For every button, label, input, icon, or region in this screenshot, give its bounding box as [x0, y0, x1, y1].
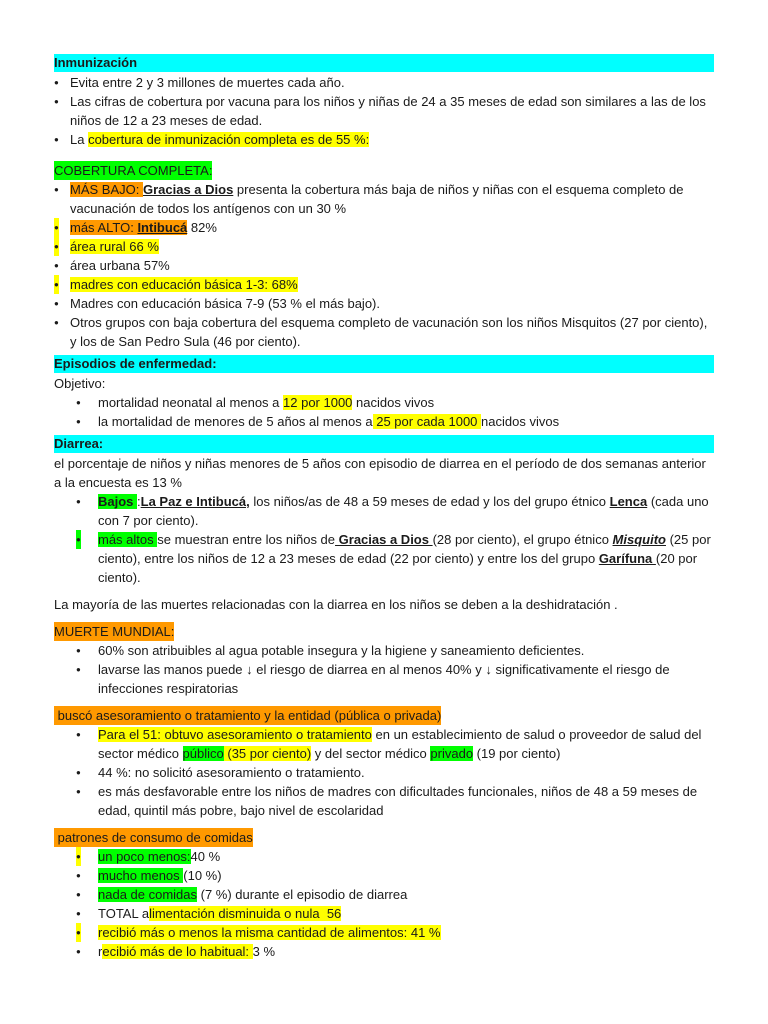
cobertura-list [54, 180, 714, 351]
list-item [54, 412, 714, 431]
text: (7 %) durante el episodio de diarrea [197, 887, 408, 902]
ethnic-group: Garífuna [598, 551, 656, 566]
text: r [98, 944, 103, 959]
list-item: ● Madres con educación básica 7-9 (53 % el más bajo). [54, 294, 714, 313]
list-item [54, 923, 714, 942]
list-item: ● Las cifras de cobertura por vacuna para los niños y niñas de 24 a 35 meses de edad son similares a las de los niños de 12 a 23 meses de edad. [54, 92, 714, 130]
list-item: ● 60% son atribuibles al agua potable insegura y la higiene y saneamiento deficientes. [54, 641, 714, 660]
list-item: ● es más desfavorable entre los niños de madres con dificultades funcionales, niños de 48 a 59 meses de edad, quintil más pobre, bajo nivel de escolaridad [54, 782, 714, 820]
list-item [54, 866, 714, 885]
objetivo-label: Objetivo: [54, 376, 106, 391]
objetivo-list [54, 393, 714, 431]
ethnic-group: Lenca [609, 494, 648, 509]
list-item [54, 942, 714, 961]
highlight-text: madres con educación básica 1-3: 68% [70, 277, 298, 292]
text: (28 por ciento), el grupo étnico [432, 532, 613, 547]
asesoramiento-list [54, 725, 714, 820]
text: : [137, 494, 141, 509]
ethnic-group: Misquito [612, 532, 666, 547]
text: nacidos vivos [352, 395, 435, 410]
highlight-text: limentación disminuida o nula 56 [149, 906, 342, 921]
text: la mortalidad de menores de 5 años al menos a [98, 414, 373, 429]
section-title-episodios: Episodios de enfermedad: [54, 355, 714, 373]
text: TOTAL a [98, 906, 150, 921]
list-item: ● área urbana 57% [54, 256, 714, 275]
section-title-patrones: patrones de consumo de comidas [54, 830, 253, 845]
highlight-label: más altos [98, 532, 158, 547]
text: se muestran entre los niños de [157, 532, 336, 547]
highlight-text: 25 por cada 1000 [372, 414, 482, 429]
list-item: ● lavarse las manos puede ↓ el riesgo de diarrea en al menos 40% y ↓ significativamente el riesgo de infecciones respiratorias [54, 660, 714, 698]
text: (10 %) [183, 868, 222, 883]
list-item: ● 44 %: no solicitó asesoramiento o tratamiento. [54, 763, 714, 782]
list-item: ● Otros grupos con baja cobertura del esquema completo de vacunación son los niños Misquitos (27 por ciento), y los de San Pedro Sula (46 por ciento). [54, 313, 714, 351]
highlight-text: un poco menos: [98, 849, 191, 864]
text: (cada uno con 7 por ciento). [98, 494, 709, 528]
text: (25 por ciento), entre los niños de 12 a 23 meses de edad (22 por ciento) y entre los del grupo [98, 532, 711, 566]
diarrea-paragraph: La mayoría de las muertes relacionadas con la diarrea en los niños se deben a la deshidratación . [54, 597, 618, 612]
section-title-inmunizacion: Inmunización [54, 54, 714, 72]
list-item: ● Evita entre 2 y 3 millones de muertes cada año. [54, 73, 714, 92]
highlight-label: más ALTO: [70, 220, 138, 235]
highlight-text: nada de comidas [98, 887, 198, 902]
diarrea-list [54, 492, 714, 587]
document-page [54, 54, 714, 961]
list-item [54, 492, 714, 530]
section-title-diarrea: Diarrea: [54, 435, 714, 453]
list-item [54, 885, 714, 904]
text: (19 por ciento) [473, 746, 561, 761]
highlight-text: mucho menos [98, 868, 184, 883]
text: mortalidad neonatal al menos a [98, 395, 284, 410]
list-item [54, 180, 714, 218]
list-item [54, 237, 714, 256]
list-item [54, 130, 714, 149]
text: La [70, 132, 89, 147]
patrones-list [54, 847, 714, 961]
text: en un establecimiento de salud o proveedor de salud del sector médico [98, 727, 702, 761]
section-title-asesoramiento: buscó asesoramiento o tratamiento y la entidad (pública o privada) [54, 708, 442, 723]
place-name: Gracias a Dios [142, 182, 234, 197]
section-title-muerte-mundial: MUERTE MUNDIAL: [54, 624, 175, 639]
text: los niños/as de 48 a 59 meses de edad y los del grupo étnico [249, 494, 610, 509]
highlight-label: Bajos [98, 494, 138, 509]
text: 40 % [190, 849, 221, 864]
diarrea-intro: el porcentaje de niños y niñas menores de 5 años con episodio de diarrea en el período de dos semanas anterior a la encuesta es 13 % [54, 456, 706, 490]
inmunizacion-list [54, 73, 714, 149]
highlight-text: privado [430, 746, 474, 761]
highlight-text: Para el 51: obtuvo asesoramiento o tratamiento [98, 727, 372, 742]
place-name: Gracias a Dios [335, 532, 433, 547]
section-title-cobertura-completa: COBERTURA COMPLETA: [54, 163, 213, 178]
highlight-text: recibió más o menos la misma cantidad de alimentos: 41 % [98, 925, 441, 940]
highlight-text: (35 por ciento) [223, 746, 312, 761]
list-item [54, 904, 714, 923]
text: 3 % [252, 944, 276, 959]
highlight-text: público [182, 746, 224, 761]
text: nacidos vivos [481, 414, 560, 429]
place-name: Intibucá [137, 220, 188, 235]
highlight-text: ecibió más de lo habitual: [102, 944, 253, 959]
text: 82% [187, 220, 217, 235]
highlight-text: 12 por 1000 [283, 395, 353, 410]
list-item [54, 530, 714, 587]
list-item [54, 847, 714, 866]
highlight-text: área rural 66 % [70, 239, 159, 254]
text: presenta la cobertura más baja de niños y niñas con el esquema completo de vacunación de todos los antígenos con un 30 % [70, 182, 684, 216]
muerte-list [54, 641, 714, 698]
list-item [54, 725, 714, 763]
highlight-text: cobertura de inmunización completa es de 55 %: [88, 132, 370, 147]
list-item [54, 218, 714, 237]
highlight-label: MÁS BAJO: [70, 182, 143, 197]
list-item [54, 275, 714, 294]
text: y del sector médico [311, 746, 431, 761]
list-item [54, 393, 714, 412]
place-name: La Paz e Intibucá, [140, 494, 250, 509]
text: (20 por ciento). [98, 551, 698, 585]
